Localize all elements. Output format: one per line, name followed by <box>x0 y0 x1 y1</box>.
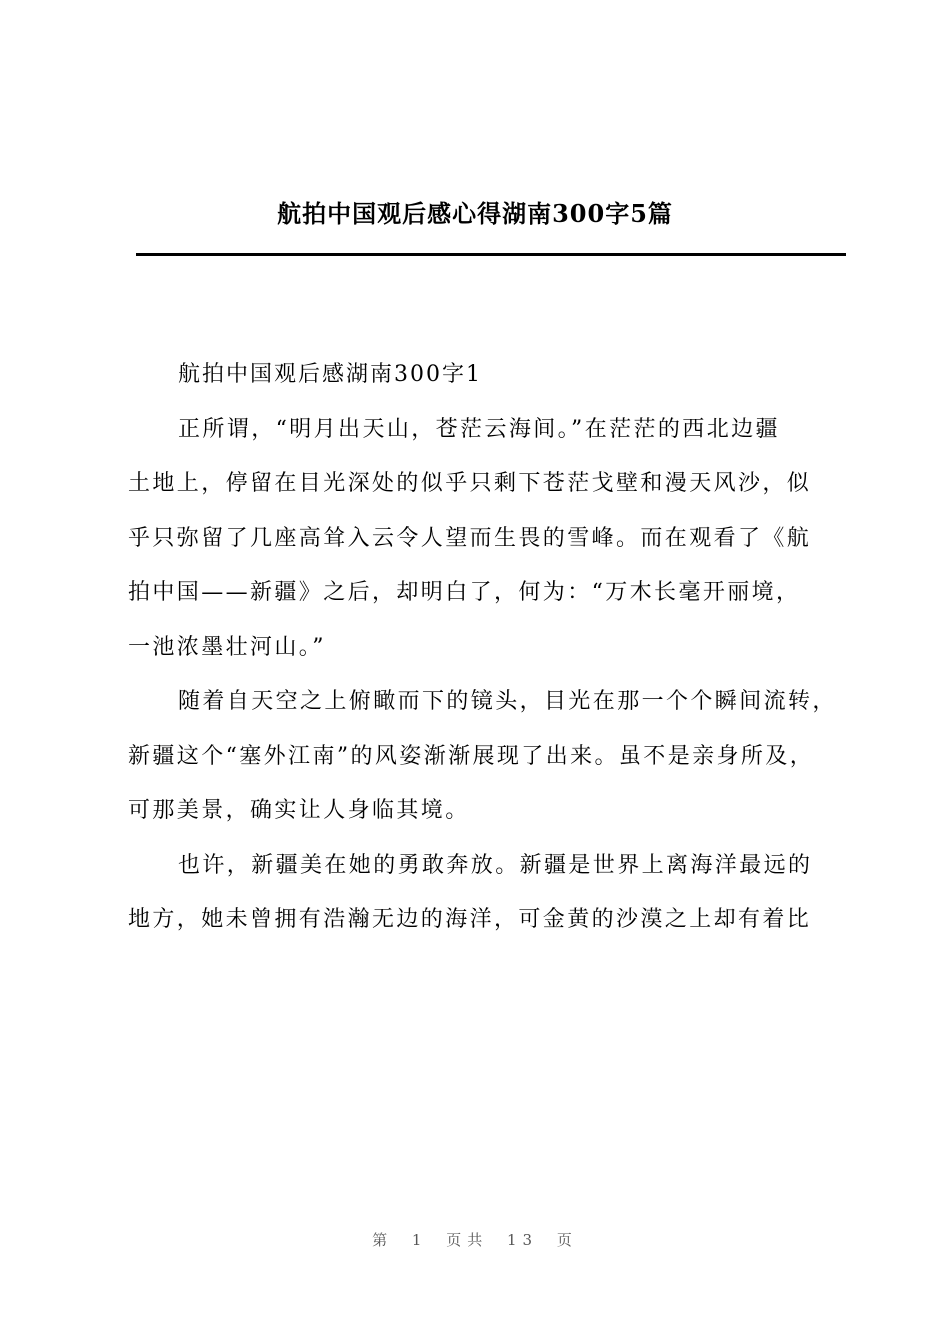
footer-suffix: 页 <box>556 1231 578 1249</box>
document-body <box>128 348 858 948</box>
paragraph-line: 随着自天空之上俯瞰而下的镜头，目光在那一个个瞬间流转， <box>178 689 837 714</box>
paragraph-1 <box>128 403 858 676</box>
paragraph-line: 也许，新疆美在她的勇敢奔放。新疆是世界上离海洋最远的 <box>178 852 813 878</box>
paragraph-line: 地方，她未曾拥有浩瀚无边的海洋，可金黄的沙漠之上却有着比 <box>128 907 812 932</box>
paragraph-line: 正所谓，“明月出天山，苍茫云海间。”在茫茫的西北边疆 <box>178 416 780 442</box>
paragraph-line: 新疆这个“塞外江南”的风姿渐渐展现了出来。虽不是亲身所及， <box>128 743 815 769</box>
footer-page-number: 1 <box>411 1231 428 1249</box>
section-heading: 航拍中国观后感湖南300字1 <box>178 362 482 387</box>
title-underline <box>136 253 846 256</box>
paragraph-line: 拍中国——新疆》之后，却明白了，何为：“万木长毫开丽境， <box>128 580 801 605</box>
paragraph-line: 可那美景，确实让人身临其境。 <box>128 798 470 823</box>
paragraph-line: 一池浓墨壮河山。” <box>128 634 326 660</box>
footer-middle: 页共 <box>446 1231 489 1249</box>
page-footer <box>0 1229 950 1250</box>
paragraph-2 <box>128 675 858 839</box>
document-title: 航拍中国观后感心得湖南300字5篇 <box>277 199 673 228</box>
paragraph-line: 乎只弥留了几座高耸入云令人望而生畏的雪峰。而在观看了《航 <box>128 525 812 551</box>
paragraph-line: 土地上，停留在目光深处的似乎只剩下苍茫戈壁和漫天风沙，似 <box>128 471 812 496</box>
paragraph-3 <box>128 839 858 948</box>
footer-prefix: 第 <box>372 1231 394 1249</box>
footer-total-pages: 13 <box>507 1231 539 1249</box>
